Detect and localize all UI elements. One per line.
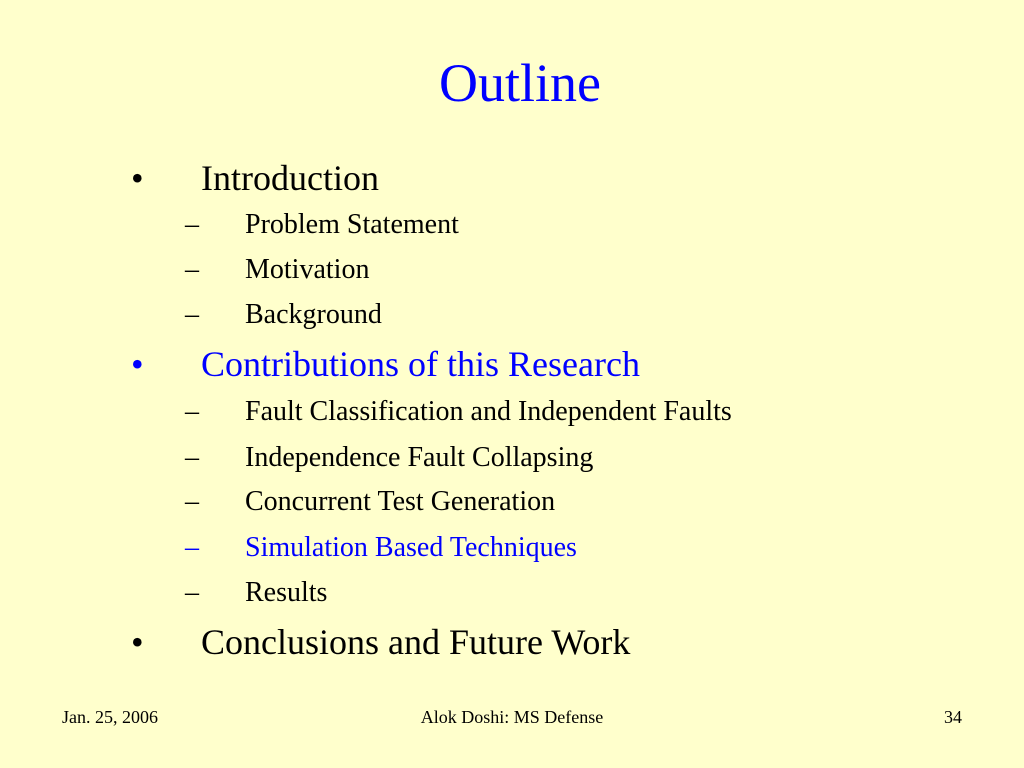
bullet-marker: •: [131, 344, 144, 384]
dash-marker: –: [185, 396, 199, 427]
slide-title: Outline: [439, 53, 601, 113]
outline-subitem-label: Results: [245, 577, 328, 608]
slide-number: 34: [944, 707, 962, 727]
dash-marker: –: [185, 532, 199, 563]
outline-subitem-label: Fault Classification and Independent Faults: [245, 396, 732, 427]
outline-subitem-label: Independence Fault Collapsing: [245, 442, 594, 473]
outline-item-label: Contributions of this Research: [201, 344, 640, 384]
outline-item-contributions: [131, 344, 640, 384]
dash-marker: –: [185, 299, 199, 330]
outline-subitem-simulation-techniques: [185, 532, 577, 563]
dash-marker: –: [185, 486, 199, 517]
outline-subitem-fault-collapsing: [185, 442, 594, 473]
outline-subitem-label: Motivation: [245, 254, 370, 285]
outline-subitem-fault-classification: [185, 396, 732, 427]
outline-item-label: Introduction: [201, 158, 379, 198]
footer-presenter: Alok Doshi: MS Defense: [420, 707, 604, 727]
outline-subitem-label: Simulation Based Techniques: [245, 532, 577, 563]
outline-subitem-motivation: [185, 254, 370, 285]
footer-date: Jan. 25, 2006: [62, 707, 158, 727]
outline-subitem-label: Concurrent Test Generation: [245, 486, 556, 517]
outline-subitem-concurrent-test-generation: [185, 486, 556, 517]
dash-marker: –: [185, 254, 199, 285]
outline-subitem-background: [185, 299, 382, 330]
bullet-marker: •: [131, 622, 144, 662]
dash-marker: –: [185, 442, 199, 473]
bullet-marker: •: [131, 158, 144, 198]
outline-subitem-results: [185, 577, 328, 608]
dash-marker: –: [185, 209, 199, 240]
outline-item-introduction: [131, 158, 379, 198]
dash-marker: –: [185, 577, 199, 608]
outline-item-label: Conclusions and Future Work: [201, 622, 631, 662]
outline-subitem-label: Problem Statement: [245, 209, 459, 240]
outline-subitem-problem-statement: [185, 209, 459, 240]
outline-subitem-label: Background: [245, 299, 382, 330]
outline-item-conclusions: [131, 622, 631, 662]
